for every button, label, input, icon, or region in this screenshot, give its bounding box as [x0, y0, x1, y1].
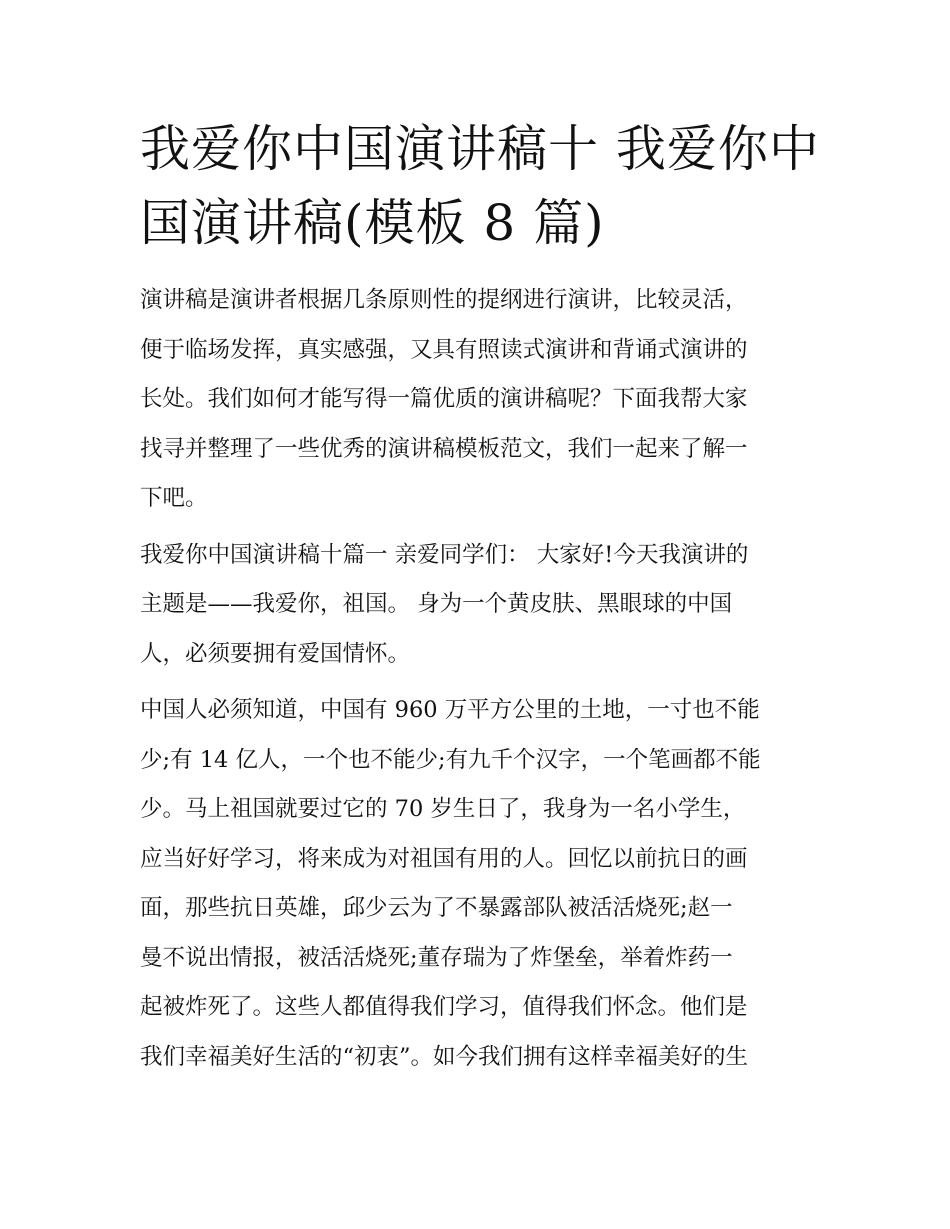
paragraph-intro: [140, 276, 815, 524]
title-line: 我爱你中国演讲稿十 我爱你中: [140, 120, 820, 178]
paragraph-speech-opening: [140, 531, 815, 680]
text-line: 主题是——我爱你，祖国。 身为一个黄皮肤、黑眼球的中国: [140, 591, 733, 617]
document-title: [140, 112, 820, 260]
text-line: 少。马上祖国就要过它的 70 岁生日了，我身为一名小学生，: [140, 796, 746, 822]
text-line: 我们幸福美好生活的“初衷”。如今我们拥有这样幸福美好的生: [140, 1043, 749, 1070]
text-line: 中国人必须知道，中国有 960 万平方公里的土地，一寸也不能: [140, 697, 760, 723]
text-line: 长处。我们如何才能写得一篇优质的演讲稿呢？下面我帮大家: [140, 386, 748, 412]
text-line: 曼不说出情报，被活活烧死;董存瑞为了炸堡垒，举着炸药一: [140, 944, 733, 971]
text-line: 下吧。: [140, 485, 208, 511]
text-line: 应当好好学习，将来成为对祖国有用的人。回忆以前抗日的画: [140, 845, 748, 872]
document-body: [140, 276, 815, 1089]
text-line: 少;有 14 亿人，一个也不能少;有九千个汉字，一个笔画都不能: [140, 746, 761, 773]
title-line: 国演讲稿(模板 8 篇): [140, 194, 605, 252]
text-line: 演讲稿是演讲者根据几条原则性的提纲进行演讲，比较灵活，: [140, 287, 748, 313]
paragraph-speech-body: [140, 686, 815, 1082]
text-line: 面，那些抗日英雄，邱少云为了不暴露部队被活活烧死;赵一: [140, 895, 733, 921]
text-line: 起被炸死了。这些人都值得我们学习，值得我们怀念。他们是: [140, 994, 748, 1020]
text-line: 我爱你中国演讲稿十篇一 亲爱同学们： 大家好!今天我演讲的: [140, 541, 749, 568]
text-line: 人，必须要拥有爱国情怀。: [140, 640, 411, 667]
text-line: 便于临场发挥，真实感强，又具有照读式演讲和背诵式演讲的: [140, 336, 748, 363]
text-line: 找寻并整理了一些优秀的演讲稿模板范文，我们一起来了解一: [140, 435, 748, 462]
